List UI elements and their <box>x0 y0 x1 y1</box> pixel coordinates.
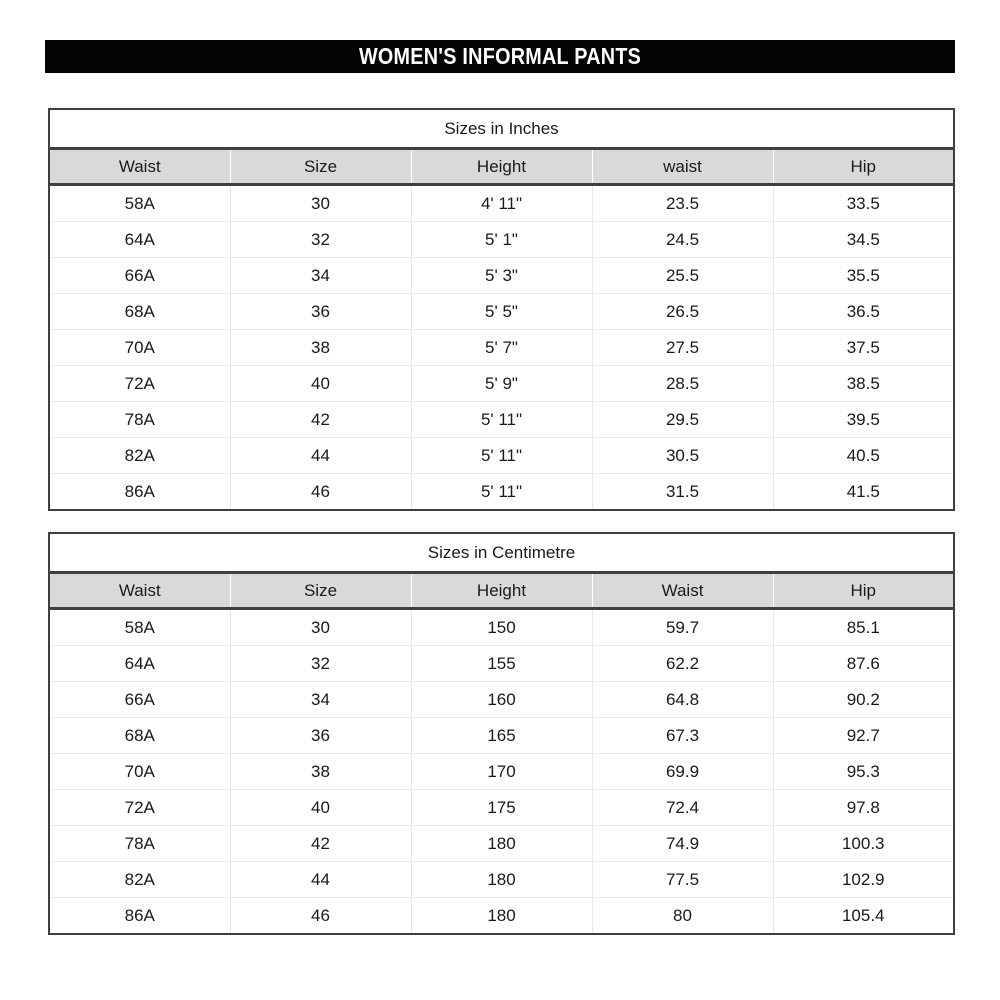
table-cell: 44 <box>230 862 411 898</box>
table-cell: 180 <box>411 862 592 898</box>
column-header: waist <box>592 149 773 185</box>
table-cell: 5' 5" <box>411 294 592 330</box>
column-header: Size <box>230 573 411 609</box>
table-title: Sizes in Inches <box>49 109 954 149</box>
table-cell: 36 <box>230 718 411 754</box>
table-row <box>49 258 954 294</box>
table-cell: 36.5 <box>773 294 954 330</box>
table-cell: 42 <box>230 402 411 438</box>
table-cell: 5' 1" <box>411 222 592 258</box>
table-cell: 77.5 <box>592 862 773 898</box>
table-row <box>49 754 954 790</box>
table-cell: 67.3 <box>592 718 773 754</box>
table-cell: 80 <box>592 898 773 935</box>
table-cell: 87.6 <box>773 646 954 682</box>
table-header-row <box>49 573 954 609</box>
table-cell: 64A <box>49 646 230 682</box>
table-cell: 26.5 <box>592 294 773 330</box>
table-cell: 34 <box>230 258 411 294</box>
table-header-row <box>49 149 954 185</box>
table-cell: 5' 9" <box>411 366 592 402</box>
table-cell: 155 <box>411 646 592 682</box>
table-cell: 86A <box>49 898 230 935</box>
table-cell: 78A <box>49 826 230 862</box>
inches-table-section <box>48 108 955 511</box>
table-row <box>49 402 954 438</box>
table-cell: 64A <box>49 222 230 258</box>
table-cell: 33.5 <box>773 185 954 222</box>
table-cell: 5' 7" <box>411 330 592 366</box>
table-title-row <box>49 533 954 573</box>
table-row <box>49 366 954 402</box>
table-cell: 180 <box>411 826 592 862</box>
table-cell: 28.5 <box>592 366 773 402</box>
table-cell: 39.5 <box>773 402 954 438</box>
table-row <box>49 718 954 754</box>
table-row <box>49 330 954 366</box>
table-title: Sizes in Centimetre <box>49 533 954 573</box>
table-cell: 92.7 <box>773 718 954 754</box>
table-cell: 68A <box>49 294 230 330</box>
table-cell: 23.5 <box>592 185 773 222</box>
table-cell: 38 <box>230 754 411 790</box>
table-row <box>49 294 954 330</box>
table-row <box>49 790 954 826</box>
table-cell: 70A <box>49 330 230 366</box>
table-cell: 34 <box>230 682 411 718</box>
table-cell: 36 <box>230 294 411 330</box>
table-cell: 58A <box>49 185 230 222</box>
column-header: Size <box>230 149 411 185</box>
table-cell: 102.9 <box>773 862 954 898</box>
table-row <box>49 682 954 718</box>
column-header: Waist <box>592 573 773 609</box>
size-table-centimetre <box>48 532 955 935</box>
page-title: WOMEN'S INFORMAL PANTS <box>358 43 642 69</box>
table-cell: 72.4 <box>592 790 773 826</box>
table-cell: 30.5 <box>592 438 773 474</box>
table-cell: 165 <box>411 718 592 754</box>
table-row <box>49 474 954 511</box>
table-cell: 66A <box>49 682 230 718</box>
table-cell: 72A <box>49 790 230 826</box>
table-cell: 41.5 <box>773 474 954 511</box>
title-banner <box>45 40 955 73</box>
table-cell: 42 <box>230 826 411 862</box>
table-cell: 46 <box>230 898 411 935</box>
column-header: Waist <box>49 149 230 185</box>
table-row <box>49 862 954 898</box>
table-cell: 5' 3" <box>411 258 592 294</box>
table-cell: 31.5 <box>592 474 773 511</box>
table-cell: 72A <box>49 366 230 402</box>
table-cell: 74.9 <box>592 826 773 862</box>
table-row <box>49 826 954 862</box>
table-cell: 175 <box>411 790 592 826</box>
table-cell: 59.7 <box>592 609 773 646</box>
table-cell: 35.5 <box>773 258 954 294</box>
centimetre-table-section <box>48 532 955 935</box>
table-cell: 34.5 <box>773 222 954 258</box>
table-cell: 38 <box>230 330 411 366</box>
table-cell: 86A <box>49 474 230 511</box>
table-cell: 170 <box>411 754 592 790</box>
table-cell: 5' 11" <box>411 402 592 438</box>
table-cell: 30 <box>230 609 411 646</box>
table-cell: 160 <box>411 682 592 718</box>
table-cell: 78A <box>49 402 230 438</box>
table-cell: 29.5 <box>592 402 773 438</box>
table-cell: 32 <box>230 222 411 258</box>
table-cell: 68A <box>49 718 230 754</box>
table-body <box>49 609 954 935</box>
table-cell: 95.3 <box>773 754 954 790</box>
table-row <box>49 222 954 258</box>
table-cell: 180 <box>411 898 592 935</box>
table-cell: 30 <box>230 185 411 222</box>
table-cell: 105.4 <box>773 898 954 935</box>
table-cell: 40 <box>230 366 411 402</box>
table-cell: 40 <box>230 790 411 826</box>
size-table-inches <box>48 108 955 511</box>
column-header: Hip <box>773 573 954 609</box>
table-cell: 32 <box>230 646 411 682</box>
table-cell: 46 <box>230 474 411 511</box>
column-header: Waist <box>49 573 230 609</box>
table-row <box>49 898 954 935</box>
table-cell: 62.2 <box>592 646 773 682</box>
table-cell: 58A <box>49 609 230 646</box>
table-cell: 5' 11" <box>411 474 592 511</box>
table-cell: 97.8 <box>773 790 954 826</box>
column-header: Height <box>411 573 592 609</box>
table-cell: 85.1 <box>773 609 954 646</box>
table-cell: 64.8 <box>592 682 773 718</box>
table-body <box>49 185 954 511</box>
table-cell: 150 <box>411 609 592 646</box>
table-cell: 37.5 <box>773 330 954 366</box>
table-row <box>49 609 954 646</box>
table-cell: 66A <box>49 258 230 294</box>
table-cell: 4' 11" <box>411 185 592 222</box>
table-cell: 70A <box>49 754 230 790</box>
table-cell: 82A <box>49 862 230 898</box>
table-title-row <box>49 109 954 149</box>
table-cell: 25.5 <box>592 258 773 294</box>
table-cell: 24.5 <box>592 222 773 258</box>
table-cell: 5' 11" <box>411 438 592 474</box>
column-header: Height <box>411 149 592 185</box>
table-cell: 38.5 <box>773 366 954 402</box>
table-cell: 27.5 <box>592 330 773 366</box>
table-cell: 82A <box>49 438 230 474</box>
table-cell: 69.9 <box>592 754 773 790</box>
table-cell: 44 <box>230 438 411 474</box>
table-cell: 100.3 <box>773 826 954 862</box>
table-cell: 90.2 <box>773 682 954 718</box>
table-row <box>49 438 954 474</box>
table-row <box>49 646 954 682</box>
column-header: Hip <box>773 149 954 185</box>
table-cell: 40.5 <box>773 438 954 474</box>
table-row <box>49 185 954 222</box>
